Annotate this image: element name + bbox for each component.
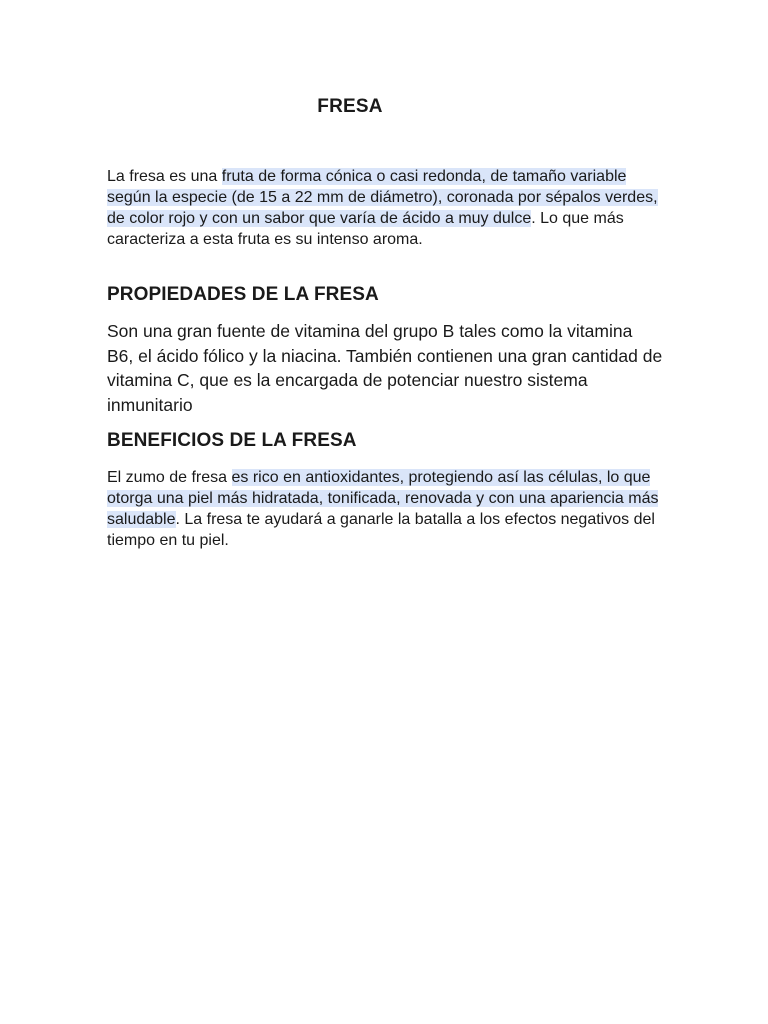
intro-paragraph bbox=[107, 166, 663, 250]
document-title: FRESA bbox=[317, 96, 383, 117]
benefits-heading: BENEFICIOS DE LA FRESA bbox=[107, 430, 357, 451]
benefits-highlighted-text: es rico en antioxidantes, protegiendo así las células, lo que otorga una piel más hidratada, tonificada, renovada y con una apariencia más saludable bbox=[107, 469, 659, 528]
intro-text-end: . Lo que más caracteriza a esta fruta es su intenso aroma. bbox=[107, 210, 624, 248]
properties-heading: PROPIEDADES DE LA FRESA bbox=[107, 284, 379, 305]
benefits-text-start: El zumo de fresa bbox=[107, 469, 232, 486]
intro-text-start: La fresa es una bbox=[107, 168, 222, 185]
properties-paragraph: Son una gran fuente de vitamina del grupo B tales como la vitamina B6, el ácido fólico y la niacina. También contienen una gran cantidad de vitamina C, que es la encargada de potenciar nuestro sistema inmunitario bbox=[107, 321, 663, 415]
benefits-paragraph bbox=[107, 467, 663, 551]
intro-highlighted-text: fruta de forma cónica o casi redonda, de tamaño variable según la especie (de 15 a 22 mm de diámetro), coronada por sépalos verdes, de color rojo y con un sabor que varía de ácido a muy dulce bbox=[107, 168, 658, 227]
benefits-text-end: . La fresa te ayudará a ganarle la batalla a los efectos negativos del tiempo en tu piel. bbox=[107, 511, 655, 549]
